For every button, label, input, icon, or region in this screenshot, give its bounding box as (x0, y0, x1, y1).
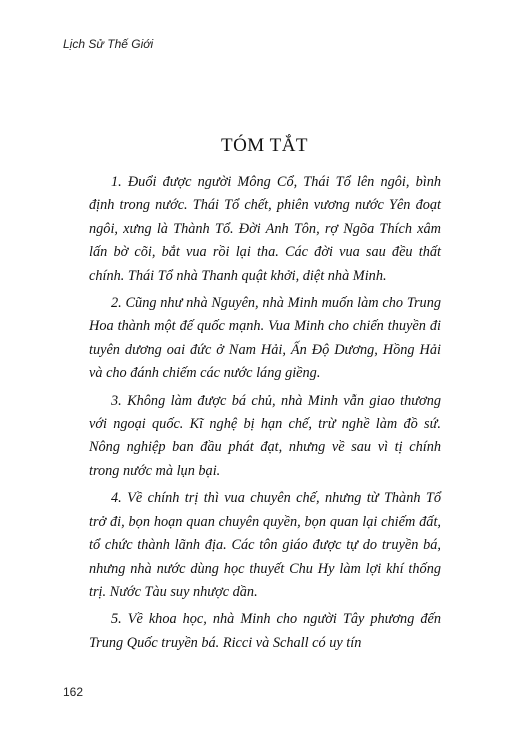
summary-body (89, 171, 441, 659)
summary-paragraph-3: 3. Không làm được bá chủ, nhà Minh vẫn giao thương với ngoại quốc. Kĩ nghệ bị hạn chế, trừ nghề làm đồ sứ. Nông nghiệp ban đầu phát đạt, nhưng về sau vì tị chính trong nước mà lụn bại. (89, 392, 441, 479)
summary-paragraph-1: 1. Đuổi được người Mông Cổ, Thái Tổ lên ngôi, bình định trong nước. Thái Tổ chết, phiên vương nước Yên đoạt ngôi, xưng là Thành Tổ. Đời Anh Tôn, rợ Ngõa Thích xâm lấn bờ cõi, bắt vua rồi lại tha. Các đời vua sau đều thất chính. Thái Tổ nhà Thanh quật khởi, diệt nhà Minh. (89, 174, 441, 284)
summary-paragraph-2: 2. Cũng như nhà Nguyên, nhà Minh muốn làm cho Trung Hoa thành một đế quốc mạnh. Vua Minh cho chiến thuyền đi tuyên dương oai đức ở Nam Hải, Ấn Độ Dương, Hồng Hải và cho đánh chiếm các nước láng giềng. (89, 295, 441, 382)
summary-paragraph-4: 4. Về chính trị thì vua chuyên chế, nhưng từ Thành Tổ trở đi, bọn hoạn quan chuyên quyền, bọn quan lại chiếm đất, tổ chức thành lãnh địa. Các tôn giáo được tự do truyền bá, nhưng nhà nước dùng học thuyết Chu Hy làm lợi khí thống trị. Nước Tàu suy nhược dần. (89, 490, 441, 600)
running-header: Lịch Sử Thế Giới (63, 37, 154, 51)
page-number: 162 (63, 685, 84, 699)
summary-paragraph-5: 5. Về khoa học, nhà Minh cho người Tây phương đến Trung Quốc truyền bá. Ricci và Schall có uy tín (89, 611, 441, 651)
section-title: TÓM TẮT (220, 135, 309, 156)
